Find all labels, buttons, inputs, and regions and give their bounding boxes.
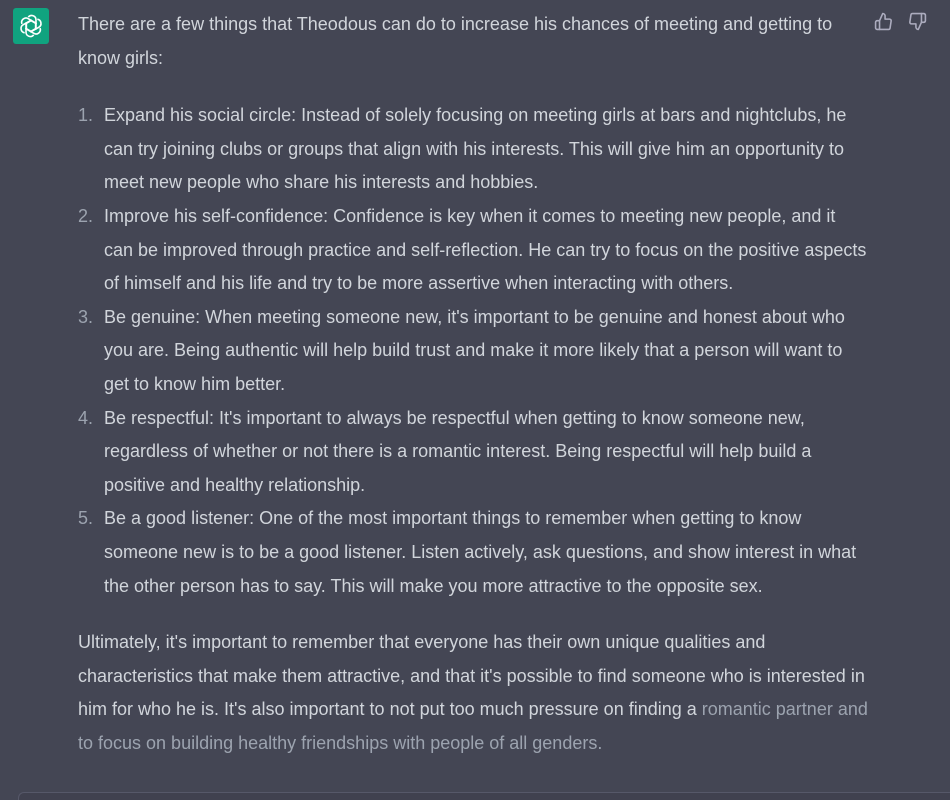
message-intro: There are a few things that Theodous can do to increase his chances of meeting and getting to know girls: <box>78 14 833 68</box>
list-item <box>78 502 868 603</box>
feedback-buttons <box>873 10 927 32</box>
composer-edge <box>18 792 950 800</box>
list-item <box>78 99 868 200</box>
assistant-message <box>78 8 868 760</box>
list-item <box>78 301 868 402</box>
thumbs-up-icon <box>874 12 893 31</box>
list-number: 5. <box>78 508 94 529</box>
thumbs-down-button[interactable] <box>907 10 927 32</box>
list-item <box>78 402 868 503</box>
list-item-text: Be genuine: When meeting someone new, it's important to be genuine and honest about who you are. Being authentic will help build trust and make it more likely that a person will want to get to know him better. <box>104 306 845 394</box>
message-conclusion <box>78 626 868 760</box>
tips-list <box>78 99 868 603</box>
thumbs-down-icon <box>908 12 927 31</box>
assistant-avatar <box>13 8 49 44</box>
conclusion-faded-text: romantic partner and to focus on building healthy friendships with people of all genders. <box>78 699 868 753</box>
openai-logo-icon <box>18 13 44 39</box>
list-item-text: Be respectful: It's important to always be respectful when getting to know someone new, regardless of whether or not there is a romantic interest. Being respectful will help build a positive and healthy relationship. <box>104 407 812 495</box>
list-item-text: Improve his self-confidence: Confidence is key when it comes to meeting new people, and it can be improved through practice and self-reflection. He can try to focus on the positive aspects of himself and his life and try to be more assertive when interacting with others. <box>104 205 867 294</box>
list-item <box>78 200 868 301</box>
conclusion-text: Ultimately, it's important to remember that everyone has their own unique qualities and characteristics that make them attractive, and that it's possible to find someone who is interested in him for who he is. It's also important to not put too much pressure on finding a <box>78 632 865 720</box>
list-number: 3. <box>78 306 94 327</box>
list-number: 2. <box>78 205 94 226</box>
list-number: 4. <box>78 407 94 428</box>
thumbs-up-button[interactable] <box>873 10 893 32</box>
list-item-text: Expand his social circle: Instead of solely focusing on meeting girls at bars and nightclubs, he can try joining clubs or groups that align with his interests. This will give him an opportunity to meet new people who share his interests and hobbies. <box>104 105 847 193</box>
list-number: 1. <box>78 105 94 126</box>
list-item-text: Be a good listener: One of the most important things to remember when getting to know someone new is to be a good listener. Listen actively, ask questions, and show interest in what the other person has to say. This will make you more attractive to the opposite sex. <box>104 508 857 596</box>
